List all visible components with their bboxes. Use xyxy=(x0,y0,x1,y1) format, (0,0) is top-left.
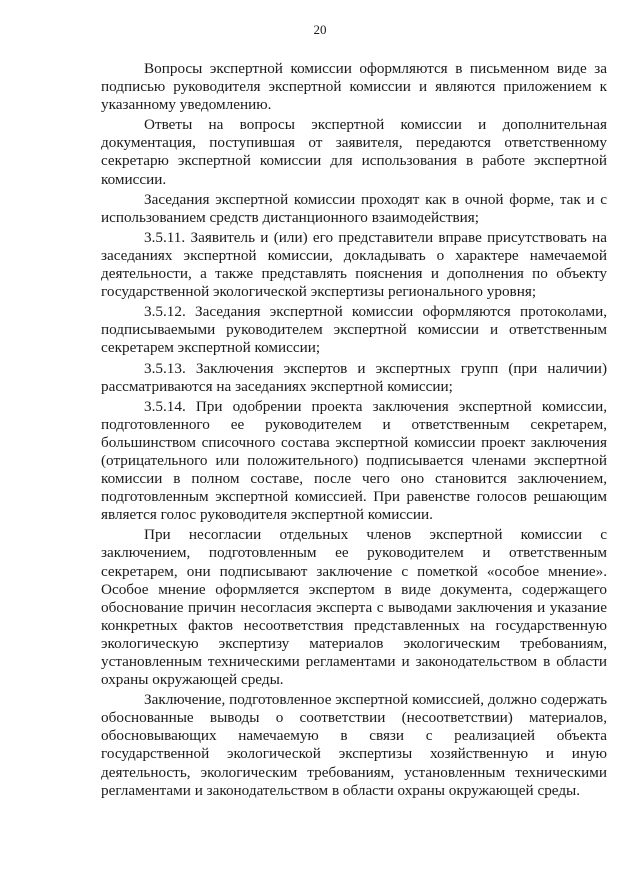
page-number: 20 xyxy=(313,22,327,37)
paragraph: Вопросы экспертной комиссии оформляются в письменном виде за подписью руководителя экспертной комиссии и являются приложением к указанному уведомлению. xyxy=(101,60,607,114)
paragraph: 3.5.11. Заявитель и (или) его представители вправе присутствовать на заседаниях экспертной комиссии, докладывать о характере намечаемой деятельности, а также представлять пояснения и дополнения по объекту государственной экологической экспертизы регионального уровня; xyxy=(101,228,607,301)
paragraph: 3.5.14. При одобрении проекта заключения экспертной комиссии, подготовленного ее руководителем и ответственным секретарем, большинством списочного состава экспертной комиссии проект заключения (отрицательного или положительного) подписывается членами экспертной комиссии в полном составе, после чего оно становится заключением, подготовленным экспертной комиссией. При равенстве голосов решающим является голос руководителя экспертной комиссии. xyxy=(101,397,607,524)
paragraph: Заседания экспертной комиссии проходят как в очной форме, так и с использованием средств дистанционного взаимодействия; xyxy=(101,190,607,226)
paragraph: Ответы на вопросы экспертной комиссии и дополнительная документация, поступившая от заявителя, передаются ответственному секретарю экспертной комиссии для использования в работе экспертной комиссии. xyxy=(101,116,607,188)
paragraph: Заключение, подготовленное экспертной комиссией, должно содержать обоснованные выводы о соответствии (несоответствии) материалов, обосновывающих намечаемую в связи с реализацией объекта государственной экологической экспертизы хозяйственную и иную деятельность, экологическим требованиям, установленным техническими регламентами и законодательством в области охраны окружающей среды. xyxy=(101,691,607,799)
paragraph: 3.5.13. Заключения экспертов и экспертных групп (при наличии) рассматриваются на заседаниях экспертной комиссии; xyxy=(101,359,607,395)
document-body xyxy=(101,60,607,802)
paragraph: При несогласии отдельных членов экспертной комиссии с заключением, подготовленным ее руководителем и ответственным секретарем, они подписывают заключение с пометкой «особое мнение». Особое мнение оформляется экспертом в виде документа, содержащего обоснование причин несогласия эксперта с выводами заключения и указание конкретных фактов несоответствия представленных на государственную экологическую экспертизу материалов экологическим требованиям, установленным техническими регламентами и законодательством в области охраны окружающей среды. xyxy=(101,526,607,689)
paragraph: 3.5.12. Заседания экспертной комиссии оформляются протоколами, подписываемыми руководителем экспертной комиссии и ответственным секретарем экспертной комиссии; xyxy=(101,303,607,357)
